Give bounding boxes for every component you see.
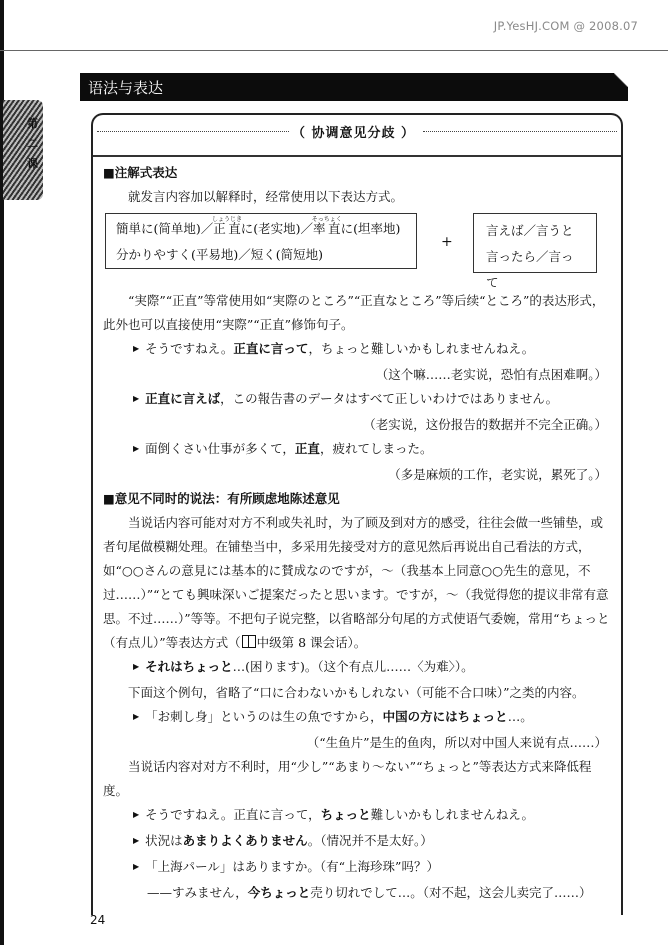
dotted-leader-right — [423, 131, 617, 132]
example-translation: （这个嘛……老实说，恐怕有点困难啊。） — [375, 367, 607, 382]
heading-disagreement: ■意见不同时的说法：有所顾虑地陈述意见 — [103, 491, 340, 506]
page-number: 24 — [90, 913, 106, 927]
side-tab-label: 第二课 — [27, 117, 38, 170]
topic-title: （ 协调意见分歧 ） — [292, 126, 416, 141]
example-translation: （老实说，这份报告的数据并不完全正确。） — [363, 417, 607, 432]
example-sentence: ▶ 「お刺し身」というのは生の魚ですから，中国の方にはちょっと…。 — [103, 705, 613, 731]
verb-form-box — [473, 213, 597, 290]
topic-header — [93, 115, 621, 157]
omission-paragraph: 下面这个例句，省略了“口に合わないかもしれない（可能不合口味）”之类的内容。 — [128, 685, 585, 700]
top-divider — [0, 50, 668, 51]
example-sentence: ▶ 状況はあまりよくありません。（情况并不是太好。） — [103, 829, 613, 855]
example-translation: （“生鱼片”是生的鱼肉，所以对中国人来说有点……） — [306, 735, 607, 750]
page-fold-icon — [614, 73, 628, 87]
heading-annotation-expressions: ■注解式表达 — [103, 165, 178, 180]
example-sentence: ▶ 面倒くさい仕事が多くて，正直，疲れてしまった。 — [103, 437, 613, 463]
section-header-bar — [80, 73, 628, 101]
example-translation: （多是麻烦的工作，老实说，累死了。） — [388, 467, 607, 482]
expression-formula — [103, 213, 613, 290]
example-sentence: ▶ そうですねえ。正直に言って，ちょっと難しいかもしれませんねえ。 — [103, 803, 613, 829]
cushion-paragraph: 当说话内容可能对对方不利或失礼时，为了顾及到对方的感受，往往会做一些铺垫，或者句尾做模糊处理。在铺垫当中，多采用先接受对方的意见然后再说出自己看法的方式，如“○○さんの意見には基本的に賛成なのですが，～（我基本上同意○○先生的意见，不过……）”“とても興味深いご提案だったと思います。ですが，～（我觉得您的提议非常有意思。不过……）”等等。不把句子说完整，以省略部分句尾的方式使语气委婉，常用“ちょっと（有点儿）”等表达方式（ 中级第 8 课会话）。 — [103, 515, 610, 650]
section-title: 语法与表达 — [88, 79, 164, 97]
plus-sign: + — [441, 234, 453, 250]
chapter-side-tab — [3, 100, 43, 200]
tokoro-paragraph: “実際”“正直”等常使用如“実際のところ”“正直なところ”等后续“ところ”的表达形式，此外也可以直接使用“実際”“正直”修饰句子。 — [103, 293, 605, 332]
adverb-line-2: 分かりやすく(平易地)／短く(简短地) — [116, 247, 324, 262]
adverb-line-1: 簡単に(简单地)／正直しょうじきに(老实地)／率直そっちょくに(坦率地) — [116, 216, 401, 236]
verb-line-1: 言えば／言うと — [486, 223, 574, 238]
dotted-leader-left — [97, 131, 289, 132]
example-sentence: ▶ それはちょっと…(困ります)。（这个有点儿……〈为难〉）。 — [103, 655, 613, 681]
adverb-box — [105, 213, 417, 269]
book-reference-icon — [242, 635, 256, 648]
intro-paragraph: 就发言内容加以解释时，经常使用以下表达方式。 — [128, 189, 404, 204]
example-reply: ——すみません，今ちょっと売り切れでして…。（对不起，这会儿卖完了……） — [147, 885, 592, 900]
softening-paragraph: 当说话内容对对方不利时，用“少し”“あまり～ない”“ちょっと”等表达方式来降低程度。 — [103, 759, 592, 798]
content-body — [103, 161, 613, 905]
watermark: JP.YesHJ.COM @ 2008.07 — [493, 19, 638, 33]
example-sentence: ▶ そうですねえ。正直に言って，ちょっと難しいかもしれませんねえ。 — [103, 337, 613, 363]
example-sentence: ▶ 正直に言えば，この報告書のデータはすべて正しいわけではありません。 — [103, 387, 613, 413]
content-panel — [91, 113, 623, 915]
verb-line-2: 言ったら／言って — [486, 249, 574, 290]
example-sentence: ▶ 「上海パール」はありますか。（有“上海珍珠”吗？） — [103, 855, 613, 881]
